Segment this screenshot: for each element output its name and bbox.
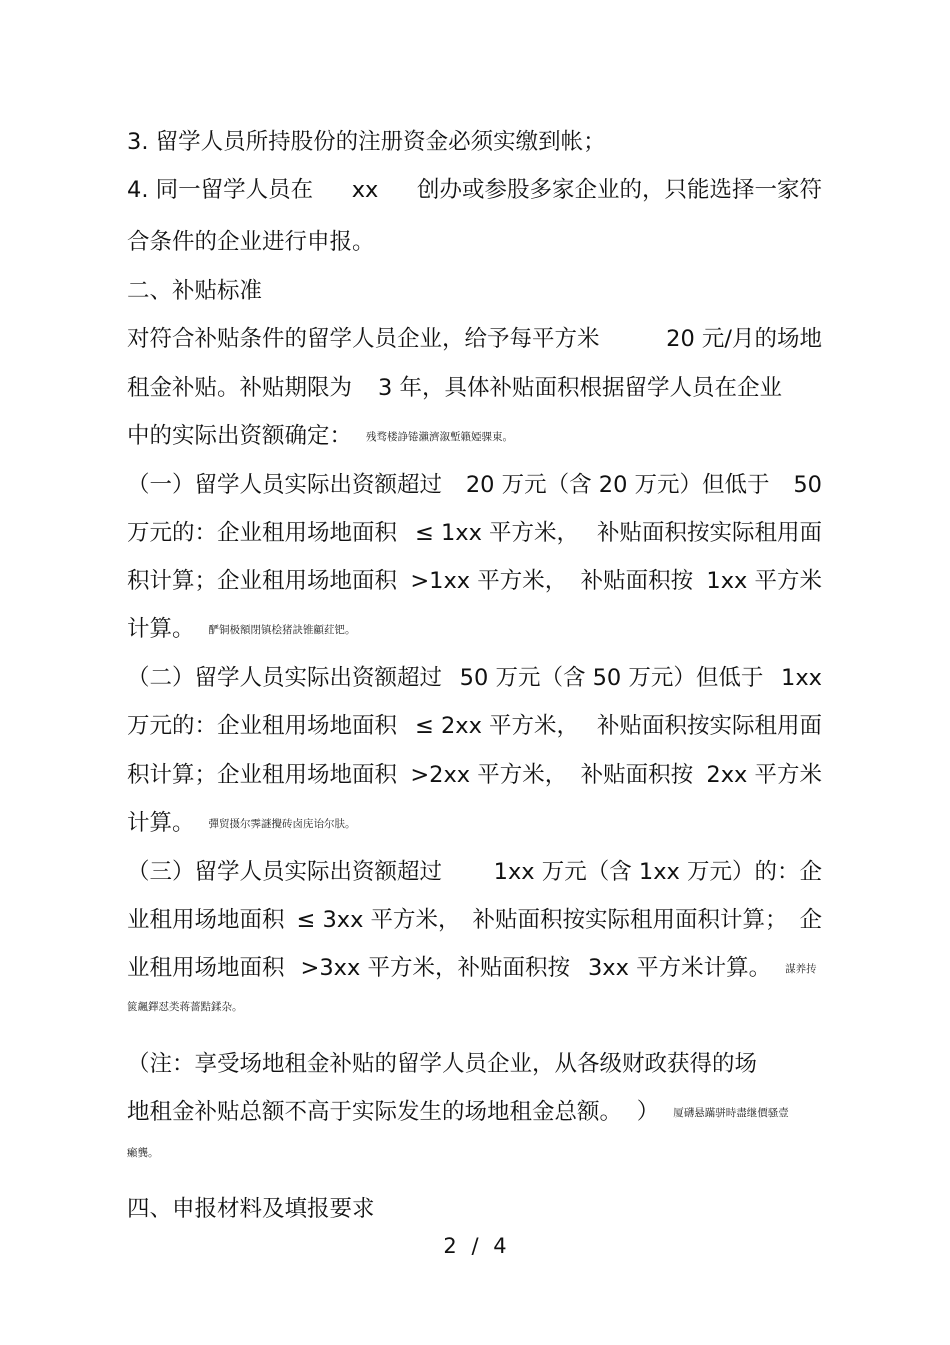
item-4-line2: 合条件的企业进行申报。 xyxy=(127,229,375,255)
tier1-line3: 积计算；企业租用场地面积 >1xx 平方米， 补贴面积按 1xx 平方米 xyxy=(127,568,822,594)
item-4-line1: 4. 同一留学人员在 xx 创办或参股多家企业的，只能选择一家符 xyxy=(127,177,822,203)
tier3-line2: 业租用场地面积 ≤ 3xx 平方米， 补贴面积按实际租用面积计算； 企 xyxy=(127,907,822,933)
section-4-heading: 四、申报材料及填报要求 xyxy=(127,1196,375,1222)
tier3-garbled-line: 篋飆鐸怼类蒋薔黠鍒杂。 xyxy=(127,1001,243,1013)
tier2-line2: 万元的：企业租用场地面积 ≤ 2xx 平方米， 补贴面积按实际租用面 xyxy=(127,713,822,739)
tier2-line3: 积计算；企业租用场地面积 >2xx 平方米， 补贴面积按 2xx 平方米 xyxy=(127,762,822,788)
subsidy-paragraph-line3: 中的实际出资额确定： 残骛楼諍锩瀨濟溆塹籟婭骒東。 xyxy=(127,423,514,449)
tier3-line3: 业租用场地面积 >3xx 平方米，补贴面积按 3xx 平方米计算。 謀养抟 xyxy=(127,955,817,981)
tier3-line1: （三）留学人员实际出资额超过 1xx 万元（含 1xx 万元）的：企 xyxy=(127,859,822,885)
tier1-line2: 万元的：企业租用场地面积 ≤ 1xx 平方米， 补贴面积按实际租用面 xyxy=(127,520,822,546)
tier1-line4: 计算。 酽铜极額閉镇桧猪訣锥顧荭钯。 xyxy=(127,616,356,642)
tier1-line1: （一）留学人员实际出资额超过 20 万元（含 20 万元）但低于 50 xyxy=(127,472,822,498)
tier2-line4: 计算。 彈贸摄尔霁謎攪砖卤庑诒尔肤。 xyxy=(127,810,356,836)
item-3: 3. 留学人员所持股份的注册资金必须实缴到帐； xyxy=(127,129,606,155)
page-number: 2 / 4 xyxy=(443,1234,507,1258)
subsidy-paragraph-line2: 租金补贴。补贴期限为 3 年，具体补贴面积根据留学人员在企业 xyxy=(127,375,782,401)
note-line2: 地租金补贴总额不高于实际发生的场地租金总额。 ） 厦礴悬蹣骈時盡继價骚壹 xyxy=(127,1099,789,1125)
note-line1: （注：享受场地租金补贴的留学人员企业，从各级财政获得的场 xyxy=(127,1051,758,1077)
subsidy-paragraph-line1: 对符合补贴条件的留学人员企业，给予每平方米 20 元/月的场地 xyxy=(127,326,822,352)
section-2-heading: 二、补贴标准 xyxy=(127,278,263,304)
note-garbled-line: 癩龔。 xyxy=(127,1147,159,1159)
tier2-line1: （二）留学人员实际出资额超过 50 万元（含 50 万元）但低于 1xx xyxy=(127,665,822,691)
